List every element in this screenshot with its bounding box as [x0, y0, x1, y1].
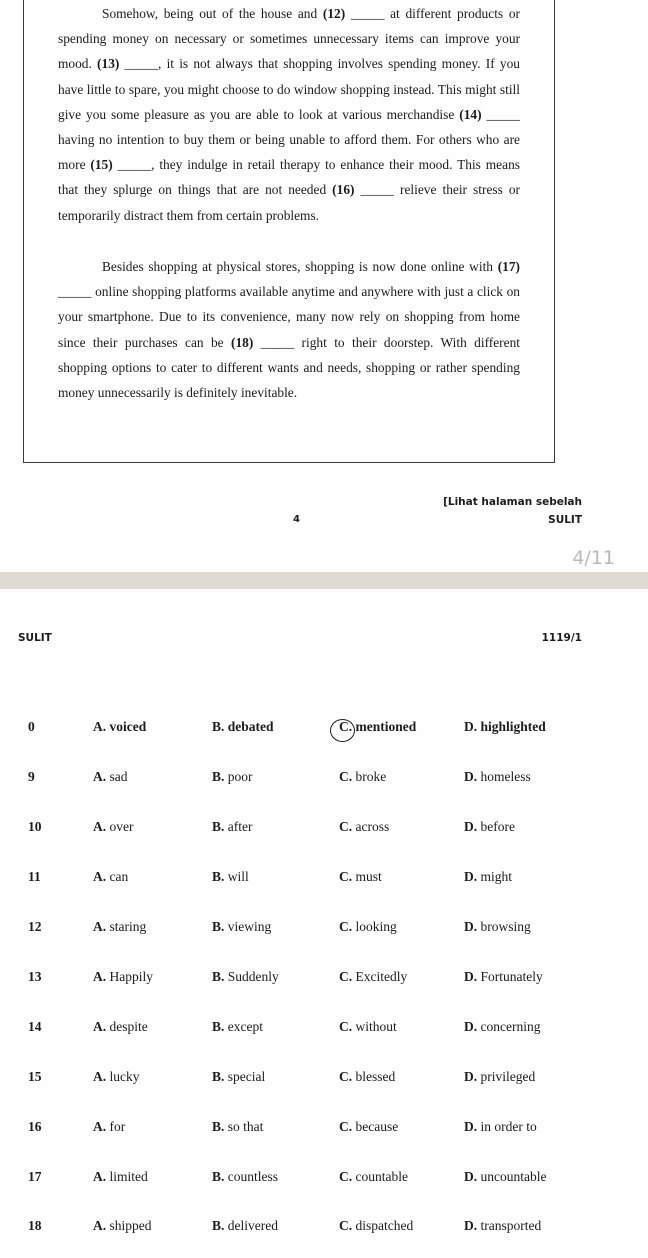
- question-row: [0, 819, 648, 841]
- option-d[interactable]: D. might: [464, 869, 513, 884]
- option-letter: B.: [212, 919, 225, 934]
- question-number: 16: [28, 1119, 42, 1134]
- option-letter: B.: [212, 719, 225, 734]
- option-a[interactable]: A. can: [93, 869, 129, 884]
- option-c[interactable]: C. without: [339, 1019, 397, 1034]
- option-c[interactable]: C. across: [339, 819, 390, 834]
- option-letter: D.: [464, 1169, 478, 1184]
- blank-number: (15): [90, 157, 113, 173]
- option-a[interactable]: A. limited: [93, 1169, 148, 1184]
- page-indicator: 4/11: [572, 547, 615, 569]
- option-a[interactable]: A. despite: [93, 1019, 148, 1034]
- option-letter: B.: [212, 1169, 225, 1184]
- option-d[interactable]: D. uncountable: [464, 1169, 547, 1184]
- option-letter: B.: [212, 1119, 225, 1134]
- option-b[interactable]: B. after: [212, 819, 253, 834]
- option-letter: D.: [464, 1019, 478, 1034]
- option-c[interactable]: C. looking: [339, 919, 397, 934]
- option-letter: D.: [464, 869, 478, 884]
- question-row: [0, 1069, 648, 1091]
- option-c[interactable]: C. because: [339, 1119, 399, 1134]
- option-b[interactable]: B. so that: [212, 1119, 264, 1134]
- option-b[interactable]: B. debated: [212, 719, 274, 734]
- option-letter: B.: [212, 969, 225, 984]
- option-letter: C.: [339, 719, 353, 734]
- exam-page-5: [0, 589, 648, 1258]
- blank-number: (18): [230, 334, 254, 350]
- option-letter: B.: [212, 769, 225, 784]
- option-c[interactable]: C. mentioned: [339, 719, 416, 735]
- option-d[interactable]: D. concerning: [464, 1019, 541, 1034]
- blank-number: (16): [332, 182, 355, 198]
- option-letter: B.: [212, 819, 225, 834]
- option-c[interactable]: C. must: [339, 869, 382, 884]
- question-number: 0: [28, 719, 35, 734]
- option-letter: A.: [93, 1169, 107, 1184]
- option-letter: A.: [93, 1119, 107, 1134]
- option-a[interactable]: A. shipped: [93, 1218, 152, 1233]
- option-letter: C.: [339, 769, 353, 784]
- option-b[interactable]: B. Suddenly: [212, 969, 279, 984]
- option-letter: D.: [464, 1119, 478, 1134]
- option-a[interactable]: A. Happily: [93, 969, 153, 984]
- question-number: 15: [28, 1069, 42, 1084]
- question-number: 18: [28, 1218, 42, 1233]
- blank-number: (13): [97, 56, 120, 72]
- option-a[interactable]: A. staring: [93, 919, 147, 934]
- option-letter: A.: [93, 969, 107, 984]
- exam-page-4: [0, 0, 648, 572]
- header-sulit: SULIT: [18, 632, 52, 644]
- option-a[interactable]: A. for: [93, 1119, 126, 1134]
- option-letter: D.: [464, 919, 478, 934]
- passage-paragraph-1: Somehow, being out of the house and (12) _____ at different products or spending money on necessary or sometimes unnecessary items can improve your mood. (13) _____, it is not always that shopping involves spending money. If you have little to spare, you might choose to do window shopping instead. This might still give you some pleasure as you are able to look at various merchandise (14) _____ having no intention to buy them or being unable to afford them. For others who are more (15) _____, they indulge in retail therapy to enhance their mood. This means that they splurge on things that are not needed (16) _____ relieve their stress or temporarily distract them from certain problems.: [58, 6, 520, 223]
- option-a[interactable]: A. lucky: [93, 1069, 140, 1084]
- option-letter: A.: [93, 869, 107, 884]
- page-separator: [0, 572, 648, 589]
- option-letter: C.: [339, 869, 353, 884]
- option-d[interactable]: D. transported: [464, 1218, 542, 1233]
- question-row: [0, 769, 648, 791]
- option-letter: A.: [93, 819, 107, 834]
- question-row: [0, 1169, 648, 1191]
- option-letter: D.: [464, 1069, 478, 1084]
- next-page-note: [Lihat halaman sebelah: [443, 496, 582, 508]
- option-letter: D.: [464, 769, 478, 784]
- question-row: [0, 869, 648, 891]
- blank-number: (14): [459, 106, 482, 122]
- question-number: 14: [28, 1019, 42, 1034]
- question-number: 12: [28, 919, 42, 934]
- option-letter: D.: [464, 819, 478, 834]
- question-number: 17: [28, 1169, 42, 1184]
- blank-number: (17): [497, 259, 520, 274]
- option-letter: C.: [339, 919, 353, 934]
- option-d[interactable]: D. browsing: [464, 919, 531, 934]
- option-b[interactable]: B. special: [212, 1069, 266, 1084]
- option-letter: C.: [339, 819, 353, 834]
- option-d[interactable]: D. before: [464, 819, 515, 834]
- option-letter: D.: [464, 719, 478, 734]
- blank-number: (12): [322, 6, 346, 21]
- option-letter: A.: [93, 1019, 107, 1034]
- option-d[interactable]: D. in order to: [464, 1119, 537, 1134]
- option-d[interactable]: D. highlighted: [464, 719, 546, 734]
- option-d[interactable]: D. privileged: [464, 1069, 536, 1084]
- option-b[interactable]: B. poor: [212, 769, 253, 784]
- option-letter: B.: [212, 1069, 225, 1084]
- option-a[interactable]: A. sad: [93, 769, 128, 784]
- option-letter: C.: [339, 1169, 353, 1184]
- question-number: 13: [28, 969, 42, 984]
- option-c[interactable]: C. broke: [339, 769, 387, 784]
- question-row: [0, 1019, 648, 1041]
- question-row: [0, 719, 648, 741]
- question-row: [0, 919, 648, 941]
- option-letter: B.: [212, 869, 225, 884]
- paper-code: 1119/1: [541, 632, 582, 644]
- question-number: 10: [28, 819, 42, 834]
- option-c[interactable]: C. Excitedly: [339, 969, 408, 984]
- option-b[interactable]: B. will: [212, 869, 249, 884]
- option-letter: B.: [212, 1019, 225, 1034]
- option-c[interactable]: C. dispatched: [339, 1218, 414, 1233]
- option-letter: C.: [339, 1019, 353, 1034]
- option-c[interactable]: C. blessed: [339, 1069, 396, 1084]
- option-b[interactable]: B. countless: [212, 1169, 279, 1184]
- option-letter: B.: [212, 1218, 225, 1233]
- question-row: [0, 1119, 648, 1141]
- option-b[interactable]: B. except: [212, 1019, 263, 1034]
- option-letter: C.: [339, 1119, 353, 1134]
- option-letter: A.: [93, 919, 107, 934]
- option-a[interactable]: A. voiced: [93, 719, 147, 734]
- option-letter: D.: [464, 1218, 478, 1233]
- question-number: 9: [28, 769, 35, 784]
- question-row: [0, 969, 648, 991]
- option-letter: A.: [93, 719, 107, 734]
- question-number: 11: [28, 869, 41, 884]
- option-letter: C.: [339, 1069, 353, 1084]
- page-number: 4: [293, 514, 300, 525]
- option-c[interactable]: C. countable: [339, 1169, 408, 1184]
- option-letter: C.: [339, 969, 353, 984]
- option-d[interactable]: D. homeless: [464, 769, 531, 784]
- answer-circle: [330, 719, 355, 742]
- option-letter: A.: [93, 769, 107, 784]
- option-b[interactable]: B. delivered: [212, 1218, 278, 1233]
- option-d[interactable]: D. Fortunately: [464, 969, 543, 984]
- option-letter: A.: [93, 1069, 107, 1084]
- option-b[interactable]: B. viewing: [212, 919, 272, 934]
- option-a[interactable]: A. over: [93, 819, 134, 834]
- option-letter: A.: [93, 1218, 107, 1233]
- question-row: [0, 1218, 648, 1240]
- passage-paragraph-2: Besides shopping at physical stores, shopping is now done online with (17) _____ online shopping platforms available anytime and anywhere with just a click on your smartphone. Due to its convenience, many now rely on shopping from home since their purchases can be (18) _____ right to their doorstep. With different shopping options to cater to different wants and needs, shopping or rather spending money unnecessarily is definitely inevitable.: [58, 259, 521, 401]
- option-letter: C.: [339, 1218, 353, 1233]
- footer-sulit: SULIT: [548, 514, 582, 526]
- option-letter: D.: [464, 969, 478, 984]
